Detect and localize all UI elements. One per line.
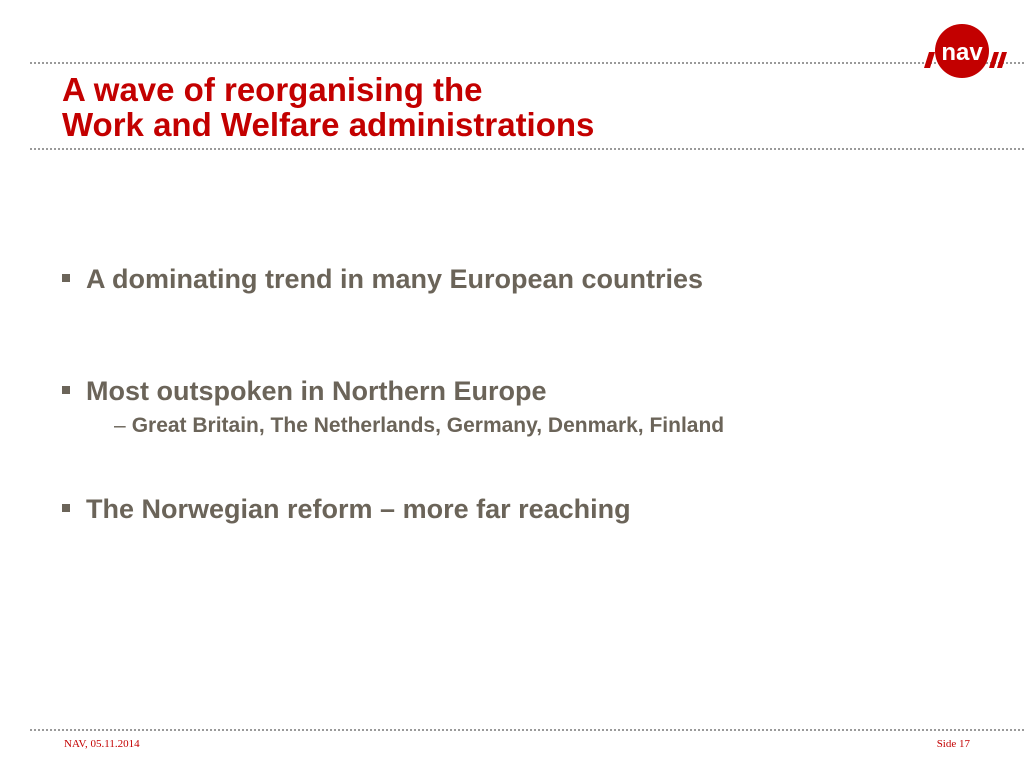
bullet-text-1: A dominating trend in many European countries (86, 264, 704, 294)
footer-dotted-divider (30, 729, 1024, 731)
sub-bullet-text: Great Britain, The Netherlands, Germany, Denmark, Finland (131, 414, 725, 437)
bullet-item-2 (62, 376, 547, 407)
nav-logo (922, 20, 1018, 80)
square-bullet-icon (62, 504, 70, 512)
top-dotted-divider (30, 62, 1024, 64)
slide-title-line-2: Work and Welfare administrations (62, 106, 595, 143)
bullet-text-3: The Norwegian reform – more far reaching (86, 494, 631, 524)
footer-date: NAV, 05.11.2014 (64, 738, 140, 750)
title-dotted-divider (30, 148, 1024, 150)
footer-page-number: Side 17 (936, 738, 970, 750)
bullet-text-2: Most outspoken in Northern Europe (86, 376, 547, 406)
sub-bullet-item (114, 414, 724, 438)
logo-wordmark: nav (941, 39, 983, 66)
slide-title (62, 72, 594, 142)
bullet-item-1 (62, 264, 703, 295)
slide-title-line-1: A wave of reorganising the (62, 71, 483, 108)
square-bullet-icon (62, 386, 70, 394)
square-bullet-icon (62, 274, 70, 282)
bullet-item-3 (62, 494, 631, 525)
dash-bullet-icon: – (114, 414, 126, 437)
